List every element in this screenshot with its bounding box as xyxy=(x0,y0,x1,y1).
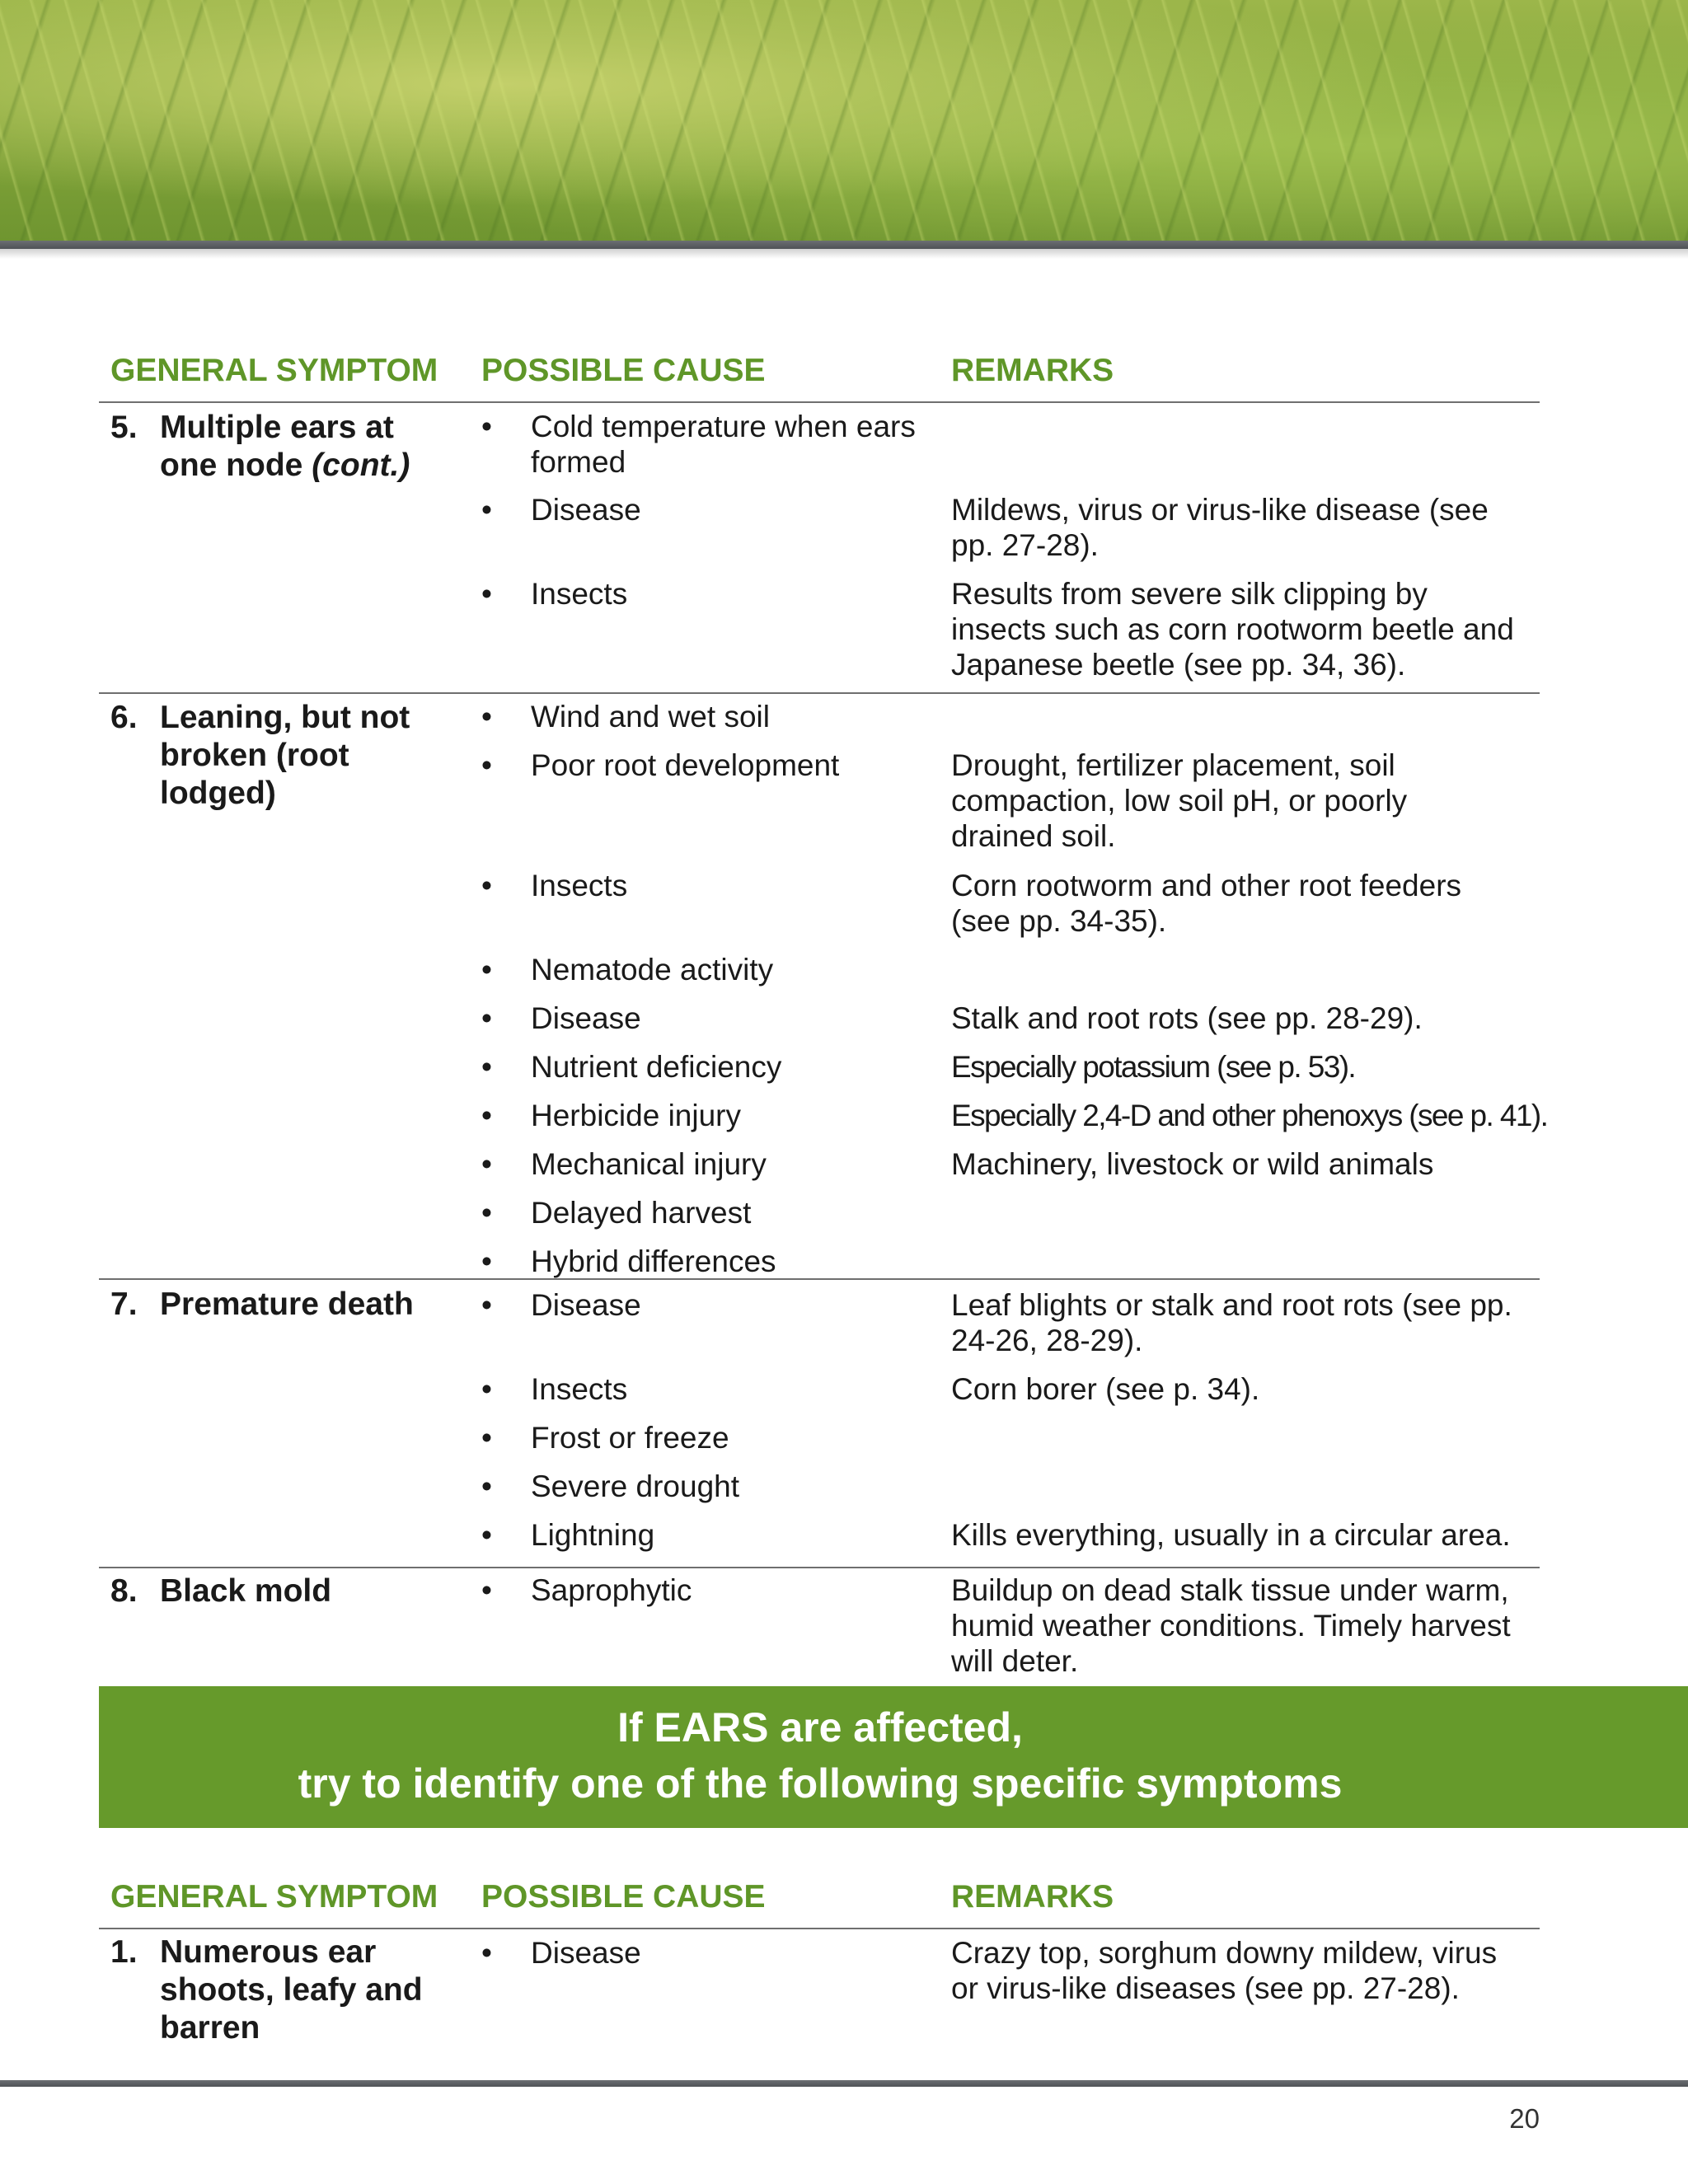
symptom-title: Numerous ear shoots, leafy and barren xyxy=(160,1934,423,2046)
bullet: • xyxy=(481,1147,492,1181)
bullet: • xyxy=(481,869,492,902)
cause-text: Saprophytic xyxy=(531,1573,692,1607)
bullet: • xyxy=(481,1099,492,1132)
symptom-number: 1. xyxy=(110,1934,138,1970)
cause-text: Insects xyxy=(531,577,628,611)
section-banner-line2: try to identify one of the following specific symptoms xyxy=(298,1760,1343,1807)
cause-text: Cold temperature when ears formed xyxy=(531,410,916,479)
cause-text: Disease xyxy=(531,1936,641,1970)
symptom-title: Premature death xyxy=(160,1286,414,1322)
banner-shadow xyxy=(0,249,1688,259)
bullet: • xyxy=(481,1421,492,1455)
cause-text: Wind and wet soil xyxy=(531,700,770,733)
bullet: • xyxy=(481,1244,492,1278)
remark-text: Machinery, livestock or wild animals xyxy=(951,1147,1434,1181)
bullet: • xyxy=(481,577,492,611)
symptom-number: 5. xyxy=(110,410,138,445)
bullet: • xyxy=(481,1469,492,1503)
symptom-number: 8. xyxy=(110,1573,138,1609)
cause-text: Frost or freeze xyxy=(531,1421,729,1455)
bullet: • xyxy=(481,410,492,443)
header-general-symptom: GENERAL SYMPTOM xyxy=(110,353,438,388)
remark-text: Mildews, virus or virus-like disease (see pp. 27-28). xyxy=(951,493,1489,562)
cause-text: Insects xyxy=(531,1372,628,1406)
bullet: • xyxy=(481,1372,492,1406)
cause-text: Hybrid differences xyxy=(531,1244,776,1278)
row-rule xyxy=(99,1567,1540,1568)
corn-field-banner-image xyxy=(0,0,1688,241)
ears-section-banner xyxy=(99,1686,1688,1828)
remark-text: Corn rootworm and other root feeders (see pp. 34-35). xyxy=(951,869,1462,938)
page-number: 20 xyxy=(1509,2103,1540,2134)
header-possible-cause: POSSIBLE CAUSE xyxy=(481,353,766,388)
remark-text: Especially potassium (see p. 53). xyxy=(951,1050,1356,1084)
symptom-title: Leaning, but not broken (root lodged) xyxy=(160,700,410,811)
cause-text: Disease xyxy=(531,493,641,527)
header-remarks: REMARKS xyxy=(951,353,1114,388)
bullet: • xyxy=(481,953,492,987)
bullet: • xyxy=(481,1518,492,1552)
cause-text: Poor root development xyxy=(531,748,840,782)
footer-divider xyxy=(0,2080,1688,2087)
header-rule xyxy=(99,1928,1540,1929)
bullet: • xyxy=(481,1936,492,1970)
remark-text: Buildup on dead stalk tissue under warm, humid weather conditions. Timely harvest will deter. xyxy=(951,1573,1511,1678)
cause-text: Lightning xyxy=(531,1518,655,1552)
symptom-number: 6. xyxy=(110,700,138,735)
remark-text: Leaf blights or stalk and root rots (see pp. 24-26, 28-29). xyxy=(951,1288,1512,1357)
bullet: • xyxy=(481,1050,492,1084)
header-general-symptom: GENERAL SYMPTOM xyxy=(110,1879,438,1915)
remark-text: Stalk and root rots (see pp. 28-29). xyxy=(951,1001,1423,1035)
remark-text: Especially 2,4-D and other phenoxys (see p. 41). xyxy=(951,1099,1548,1132)
cause-text: Nutrient deficiency xyxy=(531,1050,782,1084)
remark-text: Crazy top, sorghum downy mildew, virus or virus-like diseases (see pp. 27-28). xyxy=(951,1936,1498,2005)
remark-text: Corn borer (see p. 34). xyxy=(951,1372,1260,1406)
section-banner-line1: If EARS are affected, xyxy=(617,1704,1023,1750)
row-rule xyxy=(99,692,1540,694)
symptom-title: Multiple ears at one node (cont.) xyxy=(160,410,410,483)
remark-text: Drought, fertilizer placement, soil compaction, low soil pH, or poorly drained soil. xyxy=(951,748,1408,853)
bullet: • xyxy=(481,493,492,527)
cause-text: Severe drought xyxy=(531,1469,740,1503)
bullet: • xyxy=(481,1288,492,1322)
header-rule xyxy=(99,401,1540,403)
header-remarks: REMARKS xyxy=(951,1879,1114,1915)
remark-text: Kills everything, usually in a circular area. xyxy=(951,1518,1511,1552)
banner-divider xyxy=(0,241,1688,249)
cause-text: Disease xyxy=(531,1001,641,1035)
bullet: • xyxy=(481,748,492,782)
cause-text: Mechanical injury xyxy=(531,1147,767,1181)
symptom-title: Black mold xyxy=(160,1573,332,1609)
bullet: • xyxy=(481,1196,492,1230)
bullet: • xyxy=(481,700,492,733)
cause-text: Herbicide injury xyxy=(531,1099,741,1132)
bullet: • xyxy=(481,1573,492,1607)
symptom-number: 7. xyxy=(110,1286,138,1322)
symptom-title-suffix: (cont.) xyxy=(312,448,410,483)
remark-text: Results from severe silk clipping by insects such as corn rootworm beetle and Japanese beetle (see pp. 34, 36). xyxy=(951,577,1514,682)
cause-text: Disease xyxy=(531,1288,641,1322)
cause-text: Insects xyxy=(531,869,628,902)
header-possible-cause: POSSIBLE CAUSE xyxy=(481,1879,766,1915)
cause-text: Delayed harvest xyxy=(531,1196,752,1230)
cause-text: Nematode activity xyxy=(531,953,774,987)
row-rule xyxy=(99,1278,1540,1280)
bullet: • xyxy=(481,1001,492,1035)
